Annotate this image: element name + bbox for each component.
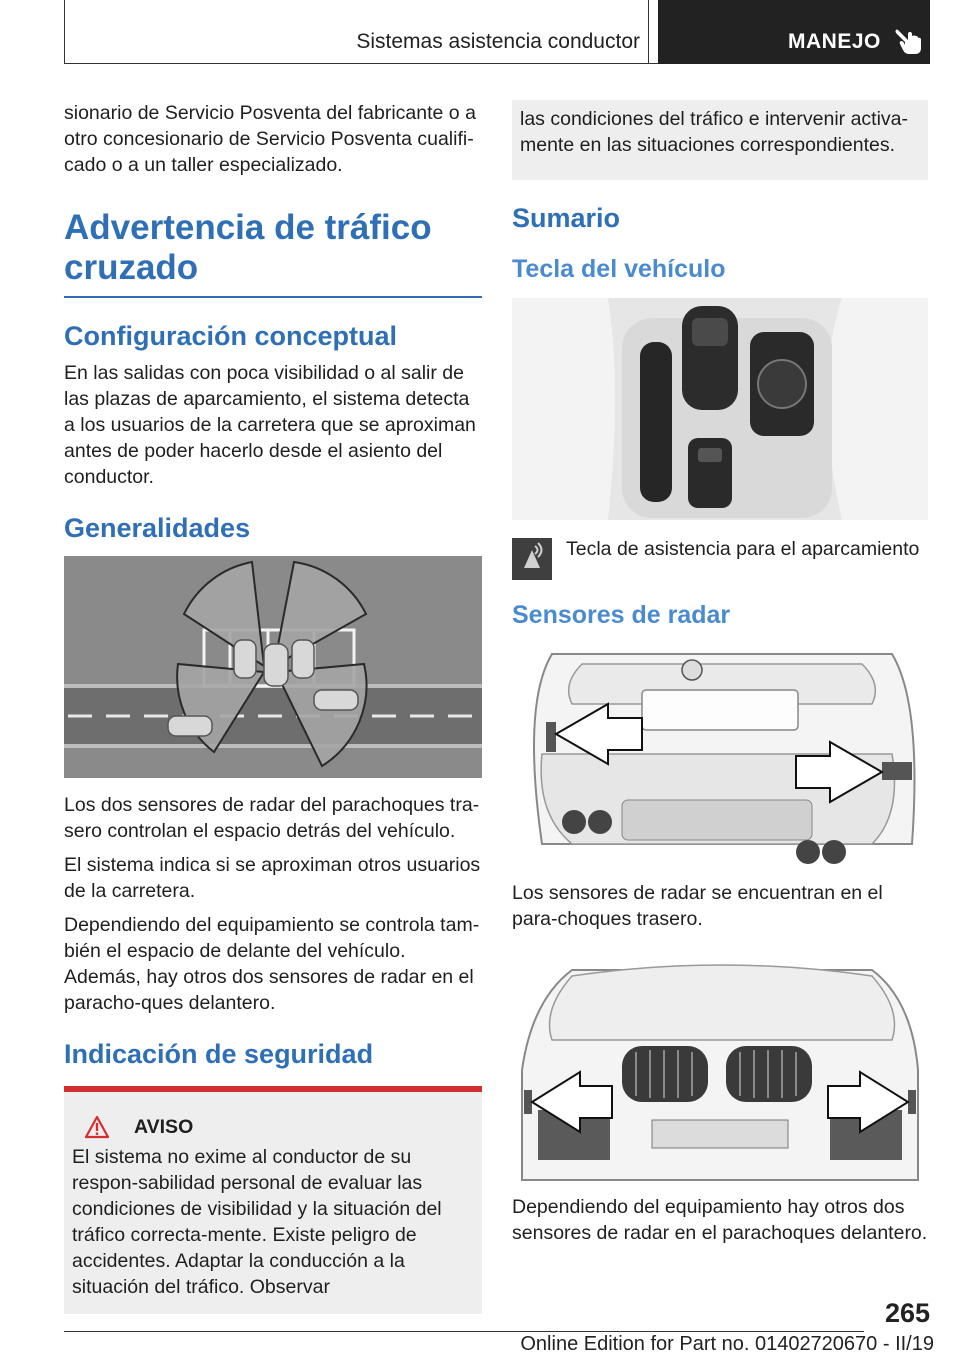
front-bumper-sensors-illustration [512, 960, 928, 1182]
summary-heading: Sumario [512, 203, 621, 233]
radar-text: Los sensores de radar se encuentran en el para-choques trasero. [512, 882, 883, 930]
general-heading: Generalidades [64, 513, 251, 543]
key-heading: Tecla del vehículo [512, 255, 726, 283]
warning-box [64, 1086, 482, 1314]
rear-bumper-sensors-illustration [512, 644, 928, 866]
chapter-label: MANEJO [788, 30, 881, 53]
warning-header [84, 1114, 474, 1140]
parking-key-row [512, 534, 928, 580]
chapter-tab [658, 0, 930, 64]
warning-continued-text: las condiciones del tráfico e intervenir activa-mente en las situaciones correspondientes. [520, 108, 909, 156]
footer-rule [64, 1331, 864, 1332]
intro-text: sionario de Servicio Posventa del fabricante o a otro concesionario de Servicio Posventa cualifi-cado o a un taller especializado. [64, 102, 476, 176]
radar-coverage-illustration [64, 556, 482, 778]
concept-text: En las salidas con poca visibilidad o al salir de las plazas de aparcamiento, el sistema detecta a los usuarios de la carretera que se aproximan antes de poder hacerlo desde el asiento del conductor. [64, 362, 476, 488]
warning-text: El sistema no exime al conductor de su respon-sabilidad personal de evaluar las condiciones de visibilidad y la situación del tráfico correcta-mente. Existe peligro de accidentes. Adaptar la conducción a la situación del tráfico. Observar [72, 1146, 442, 1298]
warning-triangle-icon [84, 1115, 110, 1139]
left-column [64, 100, 482, 1314]
edition-text: Online Edition for Part no. 01402720670 - II/19 [520, 1333, 934, 1355]
right-column [512, 100, 928, 1254]
pointing-hand-icon [894, 24, 924, 56]
main-heading: Advertencia de tráfico cruzado [64, 208, 482, 298]
warning-title: AVISO [134, 1116, 194, 1138]
concept-heading: Configuración conceptual [64, 321, 398, 351]
header-divider [648, 0, 649, 64]
center-console-photo [512, 298, 928, 520]
general-text-2: El sistema indica si se aproximan otros usuarios de la carretera. [64, 854, 481, 902]
general-text-3: Dependiendo del equipamiento se controla tam-bién el espacio de delante del vehículo. Además, hay otros dos sensores de radar en el paracho-ques delantero. [64, 914, 480, 1014]
warning-continued-box [512, 100, 928, 180]
section-title: Sistemas asistencia conductor [356, 30, 640, 53]
safety-heading: Indicación de seguridad [64, 1039, 374, 1069]
parking-assist-icon [512, 538, 552, 580]
parking-key-label: Tecla de asistencia para el aparcamiento [566, 538, 920, 560]
general-text-1: Los dos sensores de radar del parachoques tra-sero controlan el espacio detrás del vehículo. [64, 794, 480, 842]
page-number: 265 [884, 1298, 930, 1328]
front-text: Dependiendo del equipamiento hay otros dos sensores de radar en el parachoques delantero. [512, 1196, 928, 1244]
radar-heading: Sensores de radar [512, 601, 731, 629]
